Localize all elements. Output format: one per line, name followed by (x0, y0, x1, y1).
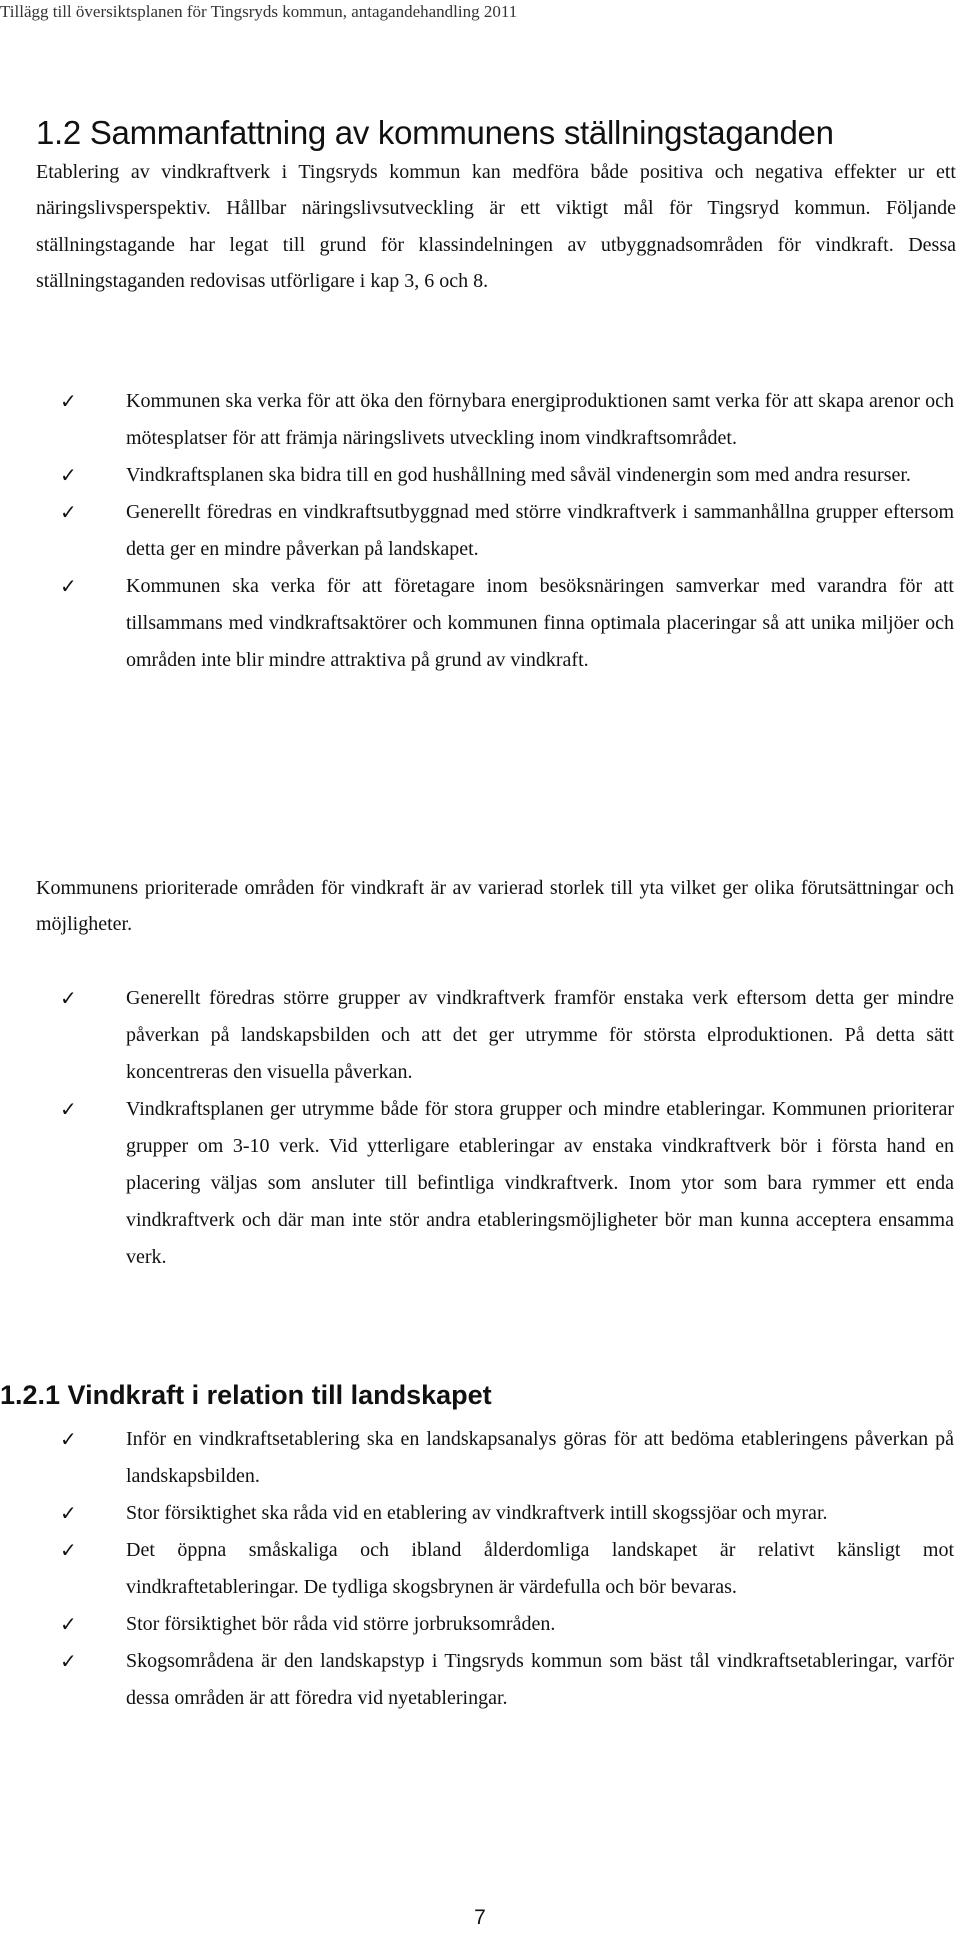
checkmark-icon: ✓ (60, 1612, 77, 1636)
position-list (60, 383, 954, 679)
checkmark-icon: ✓ (60, 389, 77, 413)
checkmark-icon: ✓ (60, 1501, 77, 1525)
checkmark-icon: ✓ (60, 1649, 77, 1673)
running-header: Tillägg till översiktsplanen för Tingsryds kommun, antagandehandling 2011 (0, 2, 518, 21)
section-heading: 1.2 Sammanfattning av kommunens ställningstaganden (36, 114, 834, 151)
priority-list (60, 980, 954, 1276)
list-item-text: Det öppna småskaliga och ibland ålderdomliga landskapet är relativt känsligt mot vindkraftetableringar. De tydliga skogsbrynen är värdefulla och bör bevaras. (126, 1539, 954, 1598)
checkmark-icon: ✓ (60, 1538, 77, 1562)
checkmark-icon: ✓ (60, 574, 77, 598)
list-item-text: Inför en vindkraftsetablering ska en landskapsanalys göras för att bedöma etableringens påverkan på landskapsbilden. (126, 1428, 954, 1487)
list-item-text: Stor försiktighet ska råda vid en etablering av vindkraftverk intill skogssjöar och myrar. (126, 1502, 828, 1524)
checkmark-icon: ✓ (60, 1097, 77, 1121)
subsection-heading: 1.2.1 Vindkraft i relation till landskapet (0, 1380, 492, 1410)
middle-paragraph: Kommunens prioriterade områden för vindkraft är av varierad storlek till yta vilket ger olika förutsättningar och möjligheter. (36, 877, 954, 936)
list-item-text: Stor försiktighet bör råda vid större jorbruksområden. (126, 1613, 556, 1635)
checkmark-icon: ✓ (60, 463, 77, 487)
list-item (60, 1091, 954, 1276)
list-item-text: Kommunen ska verka för att företagare inom besöksnäringen samverkar med varandra för att tillsammans med vindkraftsaktörer och kommunen finna optimala placeringar så att unika miljöer och områden inte blir mindre attraktiva på grund av vindkraft. (126, 575, 954, 671)
list-item-text: Generellt föredras större grupper av vindkraftverk framför enstaka verk eftersom detta ger mindre påverkan på landskapsbilden och att det ger utrymme för största elproduktionen. På detta sätt koncentreras den visuella påverkan. (126, 987, 954, 1083)
landscape-list (60, 1421, 954, 1717)
list-item (60, 1421, 954, 1495)
list-item (60, 1532, 954, 1606)
list-item-text: Vindkraftsplanen ger utrymme både för stora grupper och mindre etableringar. Kommunen prioriterar grupper om 3-10 verk. Vid ytterligare etableringar av enstaka vindkraftverk bör i första hand en placering väljas som ansluter till befintliga vindkraftverk. Inom ytor som bara rymmer ett enda vindkraftverk och där man inte stör andra etableringsmöjligheter bör man kunna acceptera ensamma verk. (126, 1098, 954, 1268)
list-item (60, 980, 954, 1091)
list-item (60, 383, 954, 457)
list-item (60, 568, 954, 679)
page-number: 7 (474, 1906, 486, 1929)
checkmark-icon: ✓ (60, 1427, 77, 1451)
list-item-text: Kommunen ska verka för att öka den förnybara energiproduktionen samt verka för att skapa arenor och mötesplatser för att främja näringslivets utveckling inom vindkraftsområdet. (126, 390, 954, 449)
list-item (60, 1643, 954, 1717)
list-item-text: Skogsområdena är den landskapstyp i Tingsryds kommun som bäst tål vindkraftsetableringar, varför dessa områden är att föredra vid nyetableringar. (126, 1650, 954, 1709)
list-item-text: Vindkraftsplanen ska bidra till en god hushållning med såväl vindenergin som med andra resurser. (126, 464, 911, 486)
intro-paragraph: Etablering av vindkraftverk i Tingsryds kommun kan medföra både positiva och negativa effekter ur ett näringslivsperspektiv. Hållbar näringslivsutveckling är ett viktigt mål för Tingsryd kommun. Följande ställningstagande har legat till grund för klassindelningen av utbyggnadsområden för vindkraft. Dessa ställningstaganden redovisas utförligare i kap 3, 6 och 8. (36, 161, 956, 293)
list-item (60, 1606, 954, 1643)
list-item-text: Generellt föredras en vindkraftsutbyggnad med större vindkraftverk i sammanhållna grupper eftersom detta ger en mindre påverkan på landskapet. (126, 501, 954, 560)
list-item (60, 457, 954, 494)
checkmark-icon: ✓ (60, 986, 77, 1010)
list-item (60, 494, 954, 568)
list-item (60, 1495, 954, 1532)
checkmark-icon: ✓ (60, 500, 77, 524)
